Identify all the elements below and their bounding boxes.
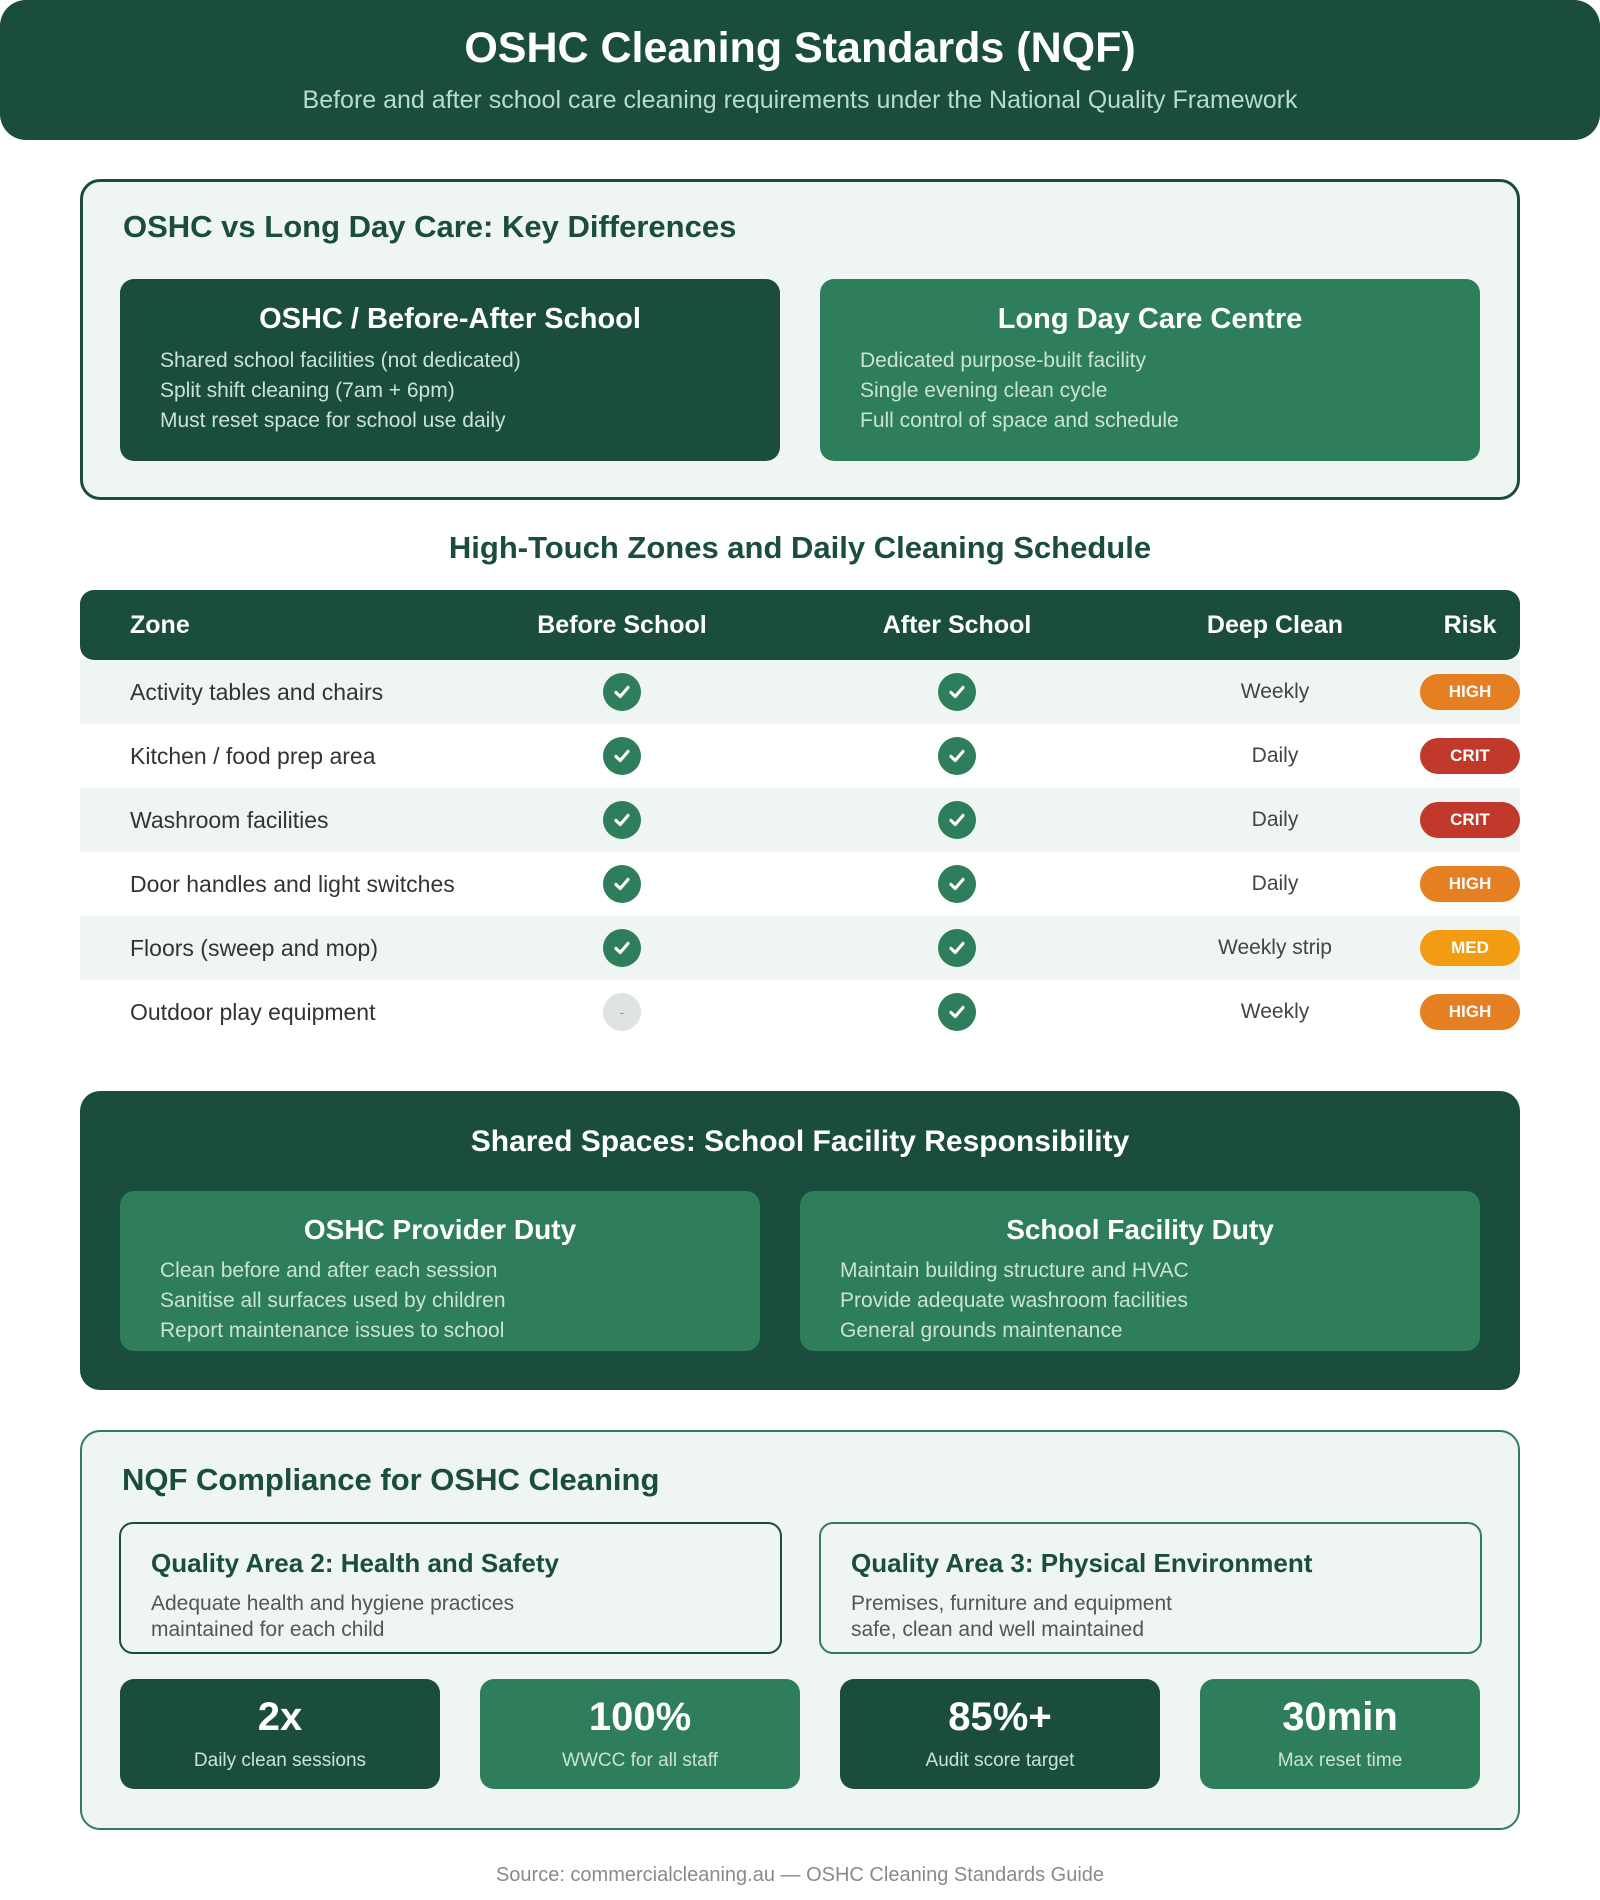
long-day-care-card-list bbox=[820, 346, 1480, 436]
before-school-cell bbox=[472, 980, 772, 1044]
stat-card-reset-time bbox=[1200, 1679, 1480, 1789]
check-icon bbox=[938, 865, 976, 903]
shared-spaces-title: Shared Spaces: School Facility Responsibility bbox=[470, 1125, 1130, 1158]
compliance-title: NQF Compliance for OSHC Cleaning bbox=[122, 1462, 660, 1497]
quality-area-2-desc-line1: Adequate health and hygiene practices bbox=[151, 1592, 515, 1615]
oshc-provider-duty-list bbox=[120, 1256, 760, 1346]
source-citation: Source: commercialcleaning.au — OSHC Cleaning Standards Guide bbox=[495, 1864, 1105, 1886]
risk-badge: CRIT bbox=[1420, 738, 1520, 774]
page-subtitle: Before and after school care cleaning requirements under the National Quality Framework bbox=[302, 86, 1298, 114]
risk-cell bbox=[1410, 660, 1530, 724]
risk-cell bbox=[1410, 852, 1530, 916]
list-item: Report maintenance issues to school bbox=[160, 1319, 505, 1342]
comparison-title: OSHC vs Long Day Care: Key Differences bbox=[123, 209, 737, 244]
list-item: Full control of space and schedule bbox=[860, 409, 1179, 432]
deep-clean-frequency: Daily bbox=[1251, 808, 1299, 831]
after-school-cell bbox=[807, 660, 1107, 724]
table-header bbox=[80, 590, 1520, 660]
table-row bbox=[80, 980, 1520, 1044]
stat-value: 30min bbox=[1282, 1695, 1398, 1739]
stat-label: WWCC for all staff bbox=[562, 1750, 718, 1771]
list-item: Maintain building structure and HVAC bbox=[840, 1259, 1189, 1282]
stat-value: 2x bbox=[257, 1695, 303, 1739]
shared-spaces-section bbox=[80, 1091, 1520, 1390]
zone-name: Kitchen / food prep area bbox=[130, 742, 376, 769]
before-school-cell bbox=[472, 788, 772, 852]
check-icon bbox=[938, 929, 976, 967]
check-icon bbox=[938, 737, 976, 775]
quality-area-2-box bbox=[119, 1522, 782, 1654]
risk-badge: HIGH bbox=[1420, 866, 1520, 902]
zone-name: Activity tables and chairs bbox=[130, 678, 384, 705]
table-row bbox=[80, 660, 1520, 724]
column-header-risk: Risk bbox=[1443, 610, 1497, 639]
after-school-cell bbox=[807, 916, 1107, 980]
oshc-card bbox=[120, 279, 780, 461]
zone-name: Washroom facilities bbox=[130, 806, 329, 833]
compliance-section bbox=[80, 1430, 1520, 1830]
check-icon bbox=[603, 673, 641, 711]
check-icon bbox=[938, 673, 976, 711]
deep-clean-frequency: Daily bbox=[1251, 872, 1299, 895]
list-item: General grounds maintenance bbox=[840, 1319, 1123, 1342]
column-header-zone: Zone bbox=[130, 610, 190, 639]
table-body bbox=[80, 660, 1520, 1044]
stat-value: 100% bbox=[588, 1695, 692, 1739]
stat-value: 85%+ bbox=[948, 1695, 1052, 1739]
after-school-cell bbox=[807, 852, 1107, 916]
list-item: Single evening clean cycle bbox=[860, 379, 1108, 402]
list-item: Shared school facilities (not dedicated) bbox=[160, 349, 521, 372]
after-school-cell bbox=[807, 724, 1107, 788]
quality-area-3-desc-line2: safe, clean and well maintained bbox=[851, 1618, 1145, 1641]
stat-label: Audit score target bbox=[925, 1750, 1075, 1771]
after-school-cell bbox=[807, 980, 1107, 1044]
risk-badge: HIGH bbox=[1420, 994, 1520, 1030]
quality-area-2-title: Quality Area 2: Health and Safety bbox=[151, 1548, 559, 1578]
oshc-card-title: OSHC / Before-After School bbox=[259, 303, 641, 335]
before-school-cell bbox=[472, 852, 772, 916]
deep-clean-frequency: Weekly bbox=[1240, 680, 1310, 703]
comparison-section bbox=[80, 179, 1520, 500]
oshc-provider-duty-title: OSHC Provider Duty bbox=[303, 1214, 577, 1245]
oshc-provider-duty-card bbox=[120, 1191, 760, 1351]
quality-area-3-desc-line1: Premises, furniture and equipment bbox=[851, 1592, 1172, 1615]
list-item: Clean before and after each session bbox=[160, 1259, 498, 1282]
deep-clean-frequency: Weekly bbox=[1240, 1000, 1310, 1023]
quality-area-3-box bbox=[819, 1522, 1482, 1654]
check-icon bbox=[603, 929, 641, 967]
schedule-table bbox=[80, 590, 1520, 1044]
zone-name: Outdoor play equipment bbox=[130, 998, 376, 1025]
quality-area-2-desc-line2: maintained for each child bbox=[151, 1618, 385, 1641]
list-item: Split shift cleaning (7am + 6pm) bbox=[160, 379, 455, 402]
table-row bbox=[80, 788, 1520, 852]
stat-label: Daily clean sessions bbox=[193, 1750, 367, 1771]
risk-cell bbox=[1410, 788, 1530, 852]
list-item: Provide adequate washroom facilities bbox=[840, 1289, 1188, 1312]
zone-name: Floors (sweep and mop) bbox=[130, 934, 378, 961]
before-school-cell bbox=[472, 916, 772, 980]
check-icon bbox=[603, 801, 641, 839]
school-facility-duty-title: School Facility Duty bbox=[1006, 1214, 1274, 1245]
deep-clean-frequency: Daily bbox=[1251, 744, 1299, 767]
page-title: OSHC Cleaning Standards (NQF) bbox=[464, 24, 1136, 72]
column-header-before-school: Before School bbox=[537, 610, 707, 639]
column-header-deep-clean: Deep Clean bbox=[1206, 610, 1344, 639]
quality-area-3-title: Quality Area 3: Physical Environment bbox=[851, 1548, 1313, 1578]
after-school-cell bbox=[807, 788, 1107, 852]
stat-label: Max reset time bbox=[1277, 1750, 1403, 1771]
before-school-cell bbox=[472, 724, 772, 788]
risk-badge: HIGH bbox=[1420, 674, 1520, 710]
list-item: Sanitise all surfaces used by children bbox=[160, 1289, 506, 1312]
table-row bbox=[80, 724, 1520, 788]
school-facility-duty-list bbox=[800, 1256, 1480, 1346]
oshc-card-list bbox=[120, 346, 780, 436]
stat-card-audit-score bbox=[840, 1679, 1160, 1789]
list-item: Must reset space for school use daily bbox=[160, 409, 506, 432]
risk-cell bbox=[1410, 724, 1530, 788]
table-row bbox=[80, 916, 1520, 980]
list-item: Dedicated purpose-built facility bbox=[860, 349, 1146, 372]
schedule-title: High-Touch Zones and Daily Cleaning Schedule bbox=[448, 530, 1152, 565]
long-day-care-card bbox=[820, 279, 1480, 461]
check-icon bbox=[938, 801, 976, 839]
not-applicable-icon: - bbox=[603, 993, 641, 1031]
risk-cell bbox=[1410, 980, 1530, 1044]
deep-clean-frequency: Weekly strip bbox=[1218, 936, 1332, 959]
column-header-after-school: After School bbox=[882, 610, 1032, 639]
zone-name: Door handles and light switches bbox=[130, 870, 455, 897]
school-facility-duty-card bbox=[800, 1191, 1480, 1351]
risk-badge: CRIT bbox=[1420, 802, 1520, 838]
stat-card-wwcc bbox=[480, 1679, 800, 1789]
risk-badge: MED bbox=[1420, 930, 1520, 966]
table-row bbox=[80, 852, 1520, 916]
check-icon bbox=[938, 993, 976, 1031]
long-day-care-card-title: Long Day Care Centre bbox=[997, 303, 1303, 335]
before-school-cell bbox=[472, 660, 772, 724]
stat-card-clean-sessions bbox=[120, 1679, 440, 1789]
check-icon bbox=[603, 865, 641, 903]
page-header bbox=[0, 0, 1600, 140]
check-icon bbox=[603, 737, 641, 775]
risk-cell bbox=[1410, 916, 1530, 980]
